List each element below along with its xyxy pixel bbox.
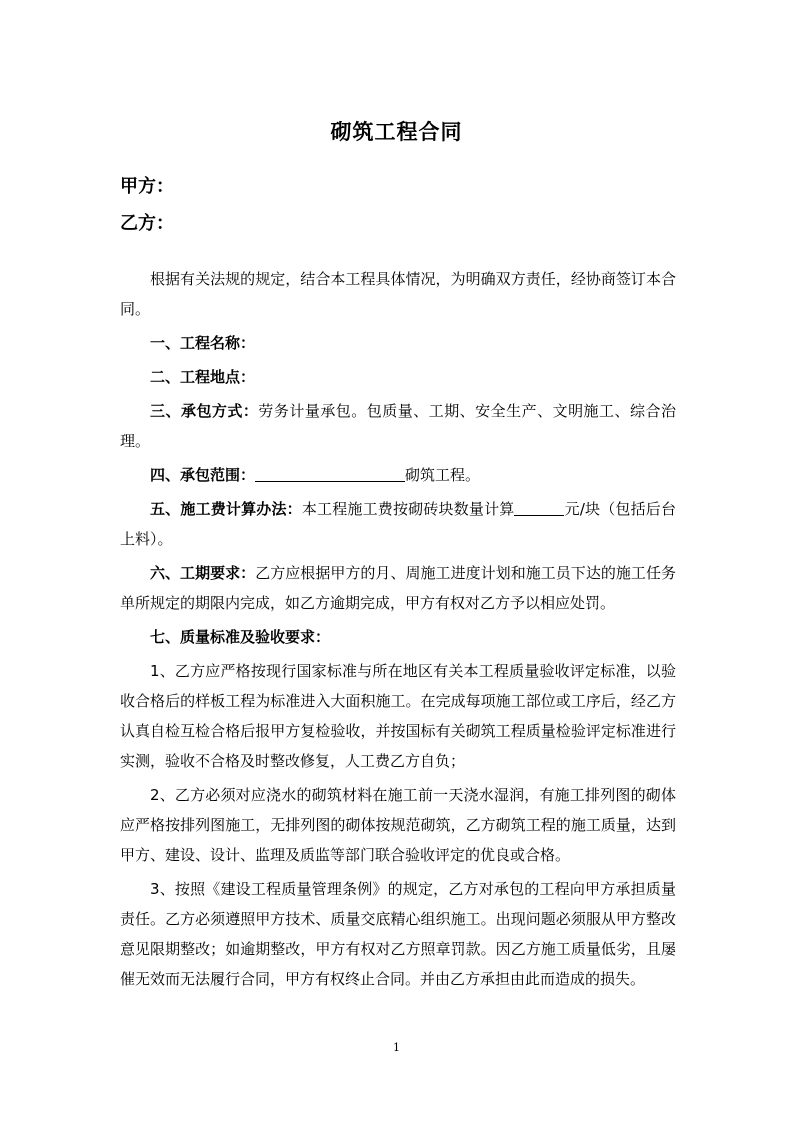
section-text: 本工程施工费按砌砖块数量计算 xyxy=(301,500,515,518)
section-label: 七、质量标准及验收要求： xyxy=(150,628,331,646)
section-label: 五、施工费计算办法： xyxy=(150,500,302,518)
document-title: 砌筑工程合同 xyxy=(330,120,463,144)
party-a-label: 甲方： xyxy=(120,176,174,197)
section-text: 乙方应根据甲方的月、周施工进度计划和施工员下达的施工任务 单所规定的期限内完成，如乙方逾期完成，甲方有权对乙方予以相应处罚。 xyxy=(120,564,676,612)
section-text: 元/块（包括后台上料）。 xyxy=(120,500,676,548)
section-label: 一、工程名称： xyxy=(150,334,256,352)
quality-item-2: 2、乙方必须对应浇水的砌筑材料在施工前一天浇水湿润，有施工排列图的砌体应严格按排列图施工，无排列图的砌体按规范砌筑，乙方砌筑工程的施工质量，达到甲方、建设、设计、监理及质监等部门联合验收评定的优良或合格。 xyxy=(120,786,676,864)
section-contract-mode xyxy=(120,396,676,456)
section-quality xyxy=(120,622,676,652)
section-label: 二、工程地点： xyxy=(150,368,256,386)
quality-item-1: 1、乙方应严格按现行国家标准与所在地区有关本工程质量验收评定标准，以验收合格后的样板工程为标准进入大面积施工。在完成每项施工部位或工序后，经乙方认真自检互检合格后报甲方复检验收，并按国标有关砌筑工程质量检验评定标准进行实测，验收不合格及时整改修复，人工费乙方自负； xyxy=(120,662,676,770)
section-contract-scope xyxy=(120,460,676,490)
section-schedule xyxy=(120,558,676,618)
section-label: 四、承包范围： xyxy=(150,466,256,484)
price-blank-line xyxy=(514,497,564,516)
section-fee-calculation xyxy=(120,494,676,554)
section-project-name xyxy=(120,328,676,358)
section-text: 劳务计量承包。包质量、工期、安全生产、文明施工、综合治理。 xyxy=(120,402,676,450)
contract-body xyxy=(120,264,676,994)
intro-paragraph: 根据有关法规的规定，结合本工程具体情况，为明确双方责任，经协商签订本合同。 xyxy=(120,270,676,318)
page-number: 1 xyxy=(393,1041,400,1054)
party-b-label: 乙方： xyxy=(120,213,174,234)
section-text: 砌筑工程。 xyxy=(405,466,481,484)
section-label: 三、承包方式： xyxy=(150,402,259,420)
quality-item-3: 3、按照《建设工程质量管理条例》的规定，乙方对承包的工程向甲方承担质量责任。乙方必须遵照甲方技术、质量交底精心组织施工。出现问题必须服从甲方整改意见限期整改；如逾期整改，甲方有权对乙方照章罚款。因乙方施工质量低劣，且屡催无效而无法履行合同，甲方有权终止合同。并由乙方承担由此而造成的损失。 xyxy=(120,880,676,988)
section-project-location xyxy=(120,362,676,392)
scope-blank-line xyxy=(255,463,405,482)
section-label: 六、工期要求： xyxy=(150,564,256,582)
